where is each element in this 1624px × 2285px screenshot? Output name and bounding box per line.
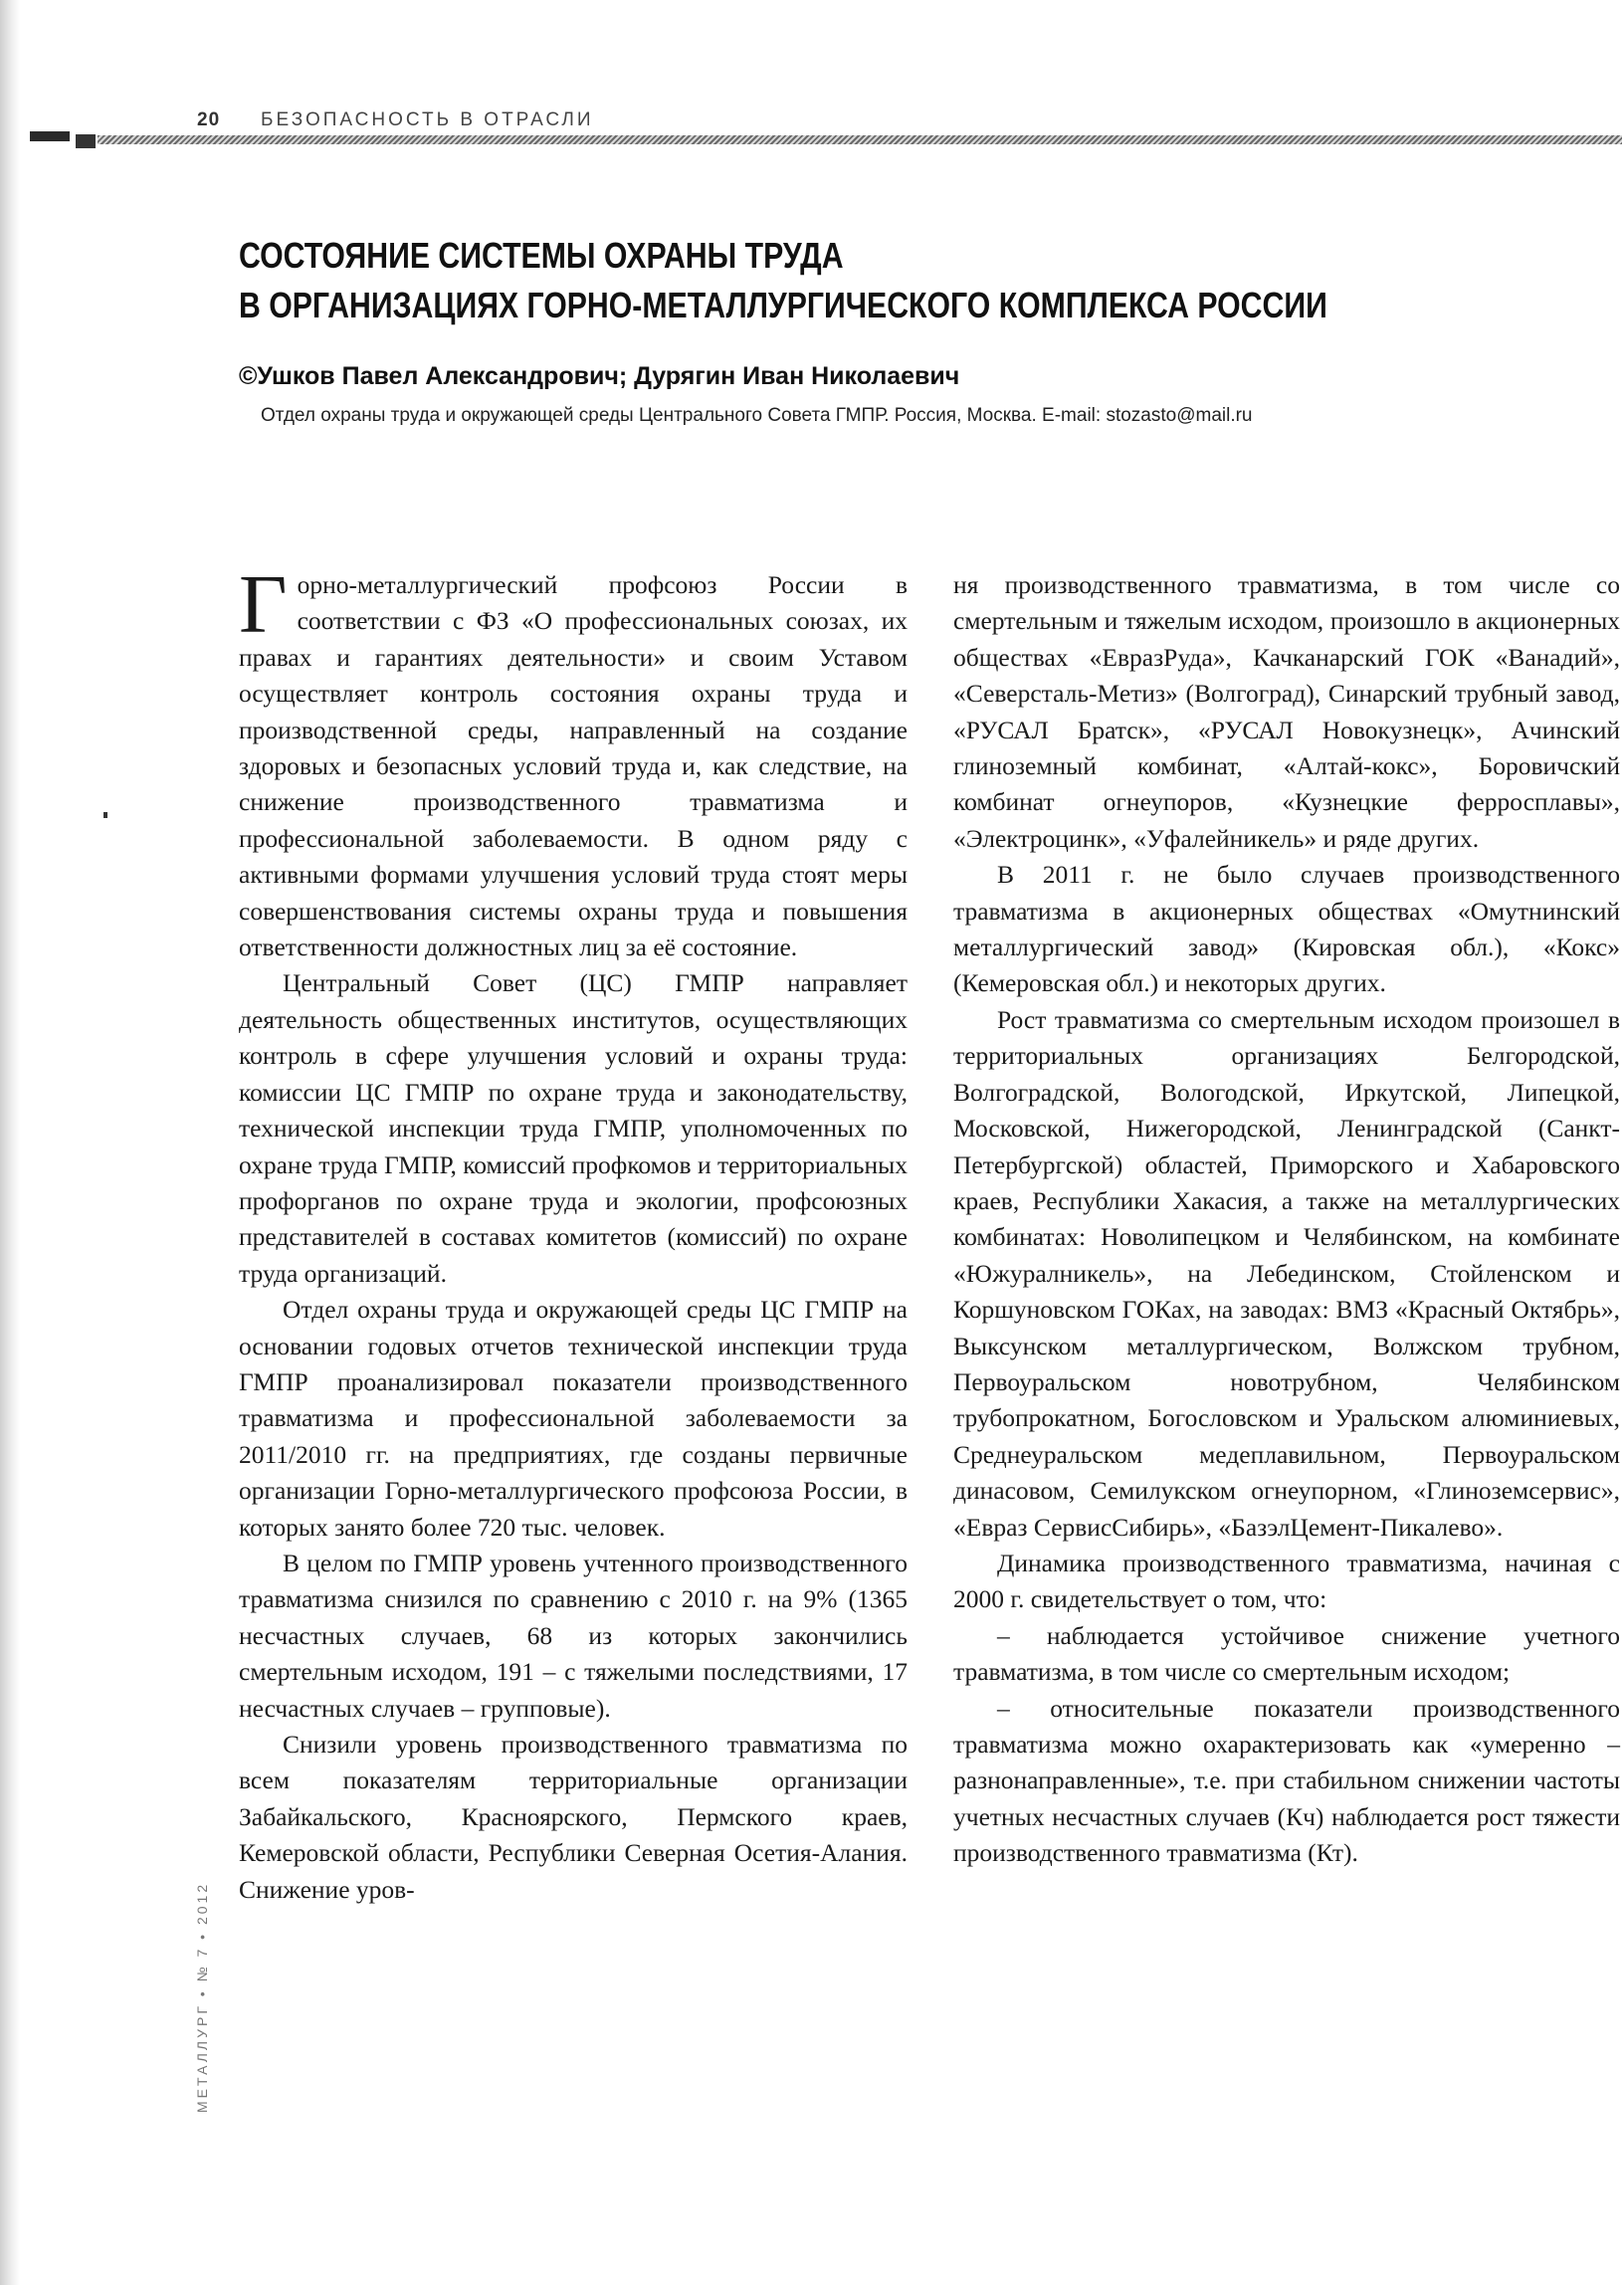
page-edge bbox=[0, 0, 20, 2285]
authors: ©Ушков Павел Александрович; Дурягин Иван Николаевич bbox=[239, 362, 960, 390]
header-block-mark bbox=[30, 131, 70, 141]
paragraph: В целом по ГМПР уровень учтенного производственного травматизма снизился по сравнению с 2010 г. на 9% (1365 несчастных случаев, 68 из которых закончились смертельным исходом, 191 – с тяжелыми последствиями, 17 несчастных случаев – групповые). bbox=[239, 1548, 908, 1723]
list-item: – относительные показатели производственного травматизма можно охарактеризовать как «умеренно – разнонаправленные», т.е. при стабильном снижении частоты учетных несчастных случаев (Кч) наблюдается рост тяжести производственного травматизма (Кт). bbox=[953, 1693, 1620, 1868]
title-line-2: В ОРГАНИЗАЦИЯХ ГОРНО-МЕТАЛЛУРГИЧЕСКОГО КОМПЛЕКСА РОССИИ bbox=[239, 285, 1327, 325]
paragraph-text: орно-металлургический профсоюз России в соответствии с ФЗ «О профессиональных союзах, их правах и гарантиях деятельности» и своим Уставом осуществляет контроль состояния охраны труда и производственной среды, направленный на создание здоровых и безопасных условий труда и, как следствие, на снижение производственного травматизма и профессиональной заболеваемости. В одном ряду с активными формами улучшения условий труда стоят меры совершенствования системы охраны труда и повышения ответственности должностных лиц за её состояние. bbox=[239, 570, 908, 962]
drop-cap: Г bbox=[239, 558, 288, 651]
article-title bbox=[239, 231, 1325, 330]
running-header bbox=[30, 104, 1622, 149]
text-column-right bbox=[953, 567, 1620, 1872]
text-column-left bbox=[239, 558, 908, 1908]
paragraph: Рост травматизма со смертельным исходом произошел в территориальных организациях Белгородской, Волгоградской, Вологодской, Иркутской, Липецкой, Московской, Нижегородской, Ленинградской (Санкт-Петербургской) областей, Приморского и Хабаровского краев, Республики Хакасия, а также на металлургических комбинатах: Новолипецком и Челябинском, на комбинате «Южуралникель», на Лебединском, Стойленском и Коршуновском ГОКах, на заводах: ВМЗ «Красный Октябрь», Выксунском металлургическом, Волжском трубном, Первоуральском новотрубном, Челябинском трубопрокатном, Богословском и Уральском алюминиевых, Среднеуральском медеплавильном, Первоуральском динасовом, Семилукском огнеупорном, «Глиноземсервис», «Евраз СервисСибирь», «БазэлЦемент-Пикалево». bbox=[953, 1004, 1620, 1542]
paragraph: ня производственного травматизма, в том числе со смертельным и тяжелым исходом, произошло в акционерных обществах «ЕвразРуда», Качканарский ГОК «Ванадий», «Северсталь-Метиз» (Волгоград), Синарский трубный завод, «РУСАЛ Братск», «РУСАЛ Новокузнецк», Ачинский глиноземный комбинат, «Алтай-кокс», Боровичский комбинат огнеупоров, «Кузнецкие ферросплавы», «Электроцинк», «Уфалейникель» и ряде других. bbox=[953, 570, 1620, 853]
header-hatched-rule bbox=[98, 135, 1622, 144]
paragraph: Снизили уровень производственного травматизма по всем показателям территориальные организации Забайкальского, Красноярского, Пермского краев, Кемеровской области, Республики Северная Осетия-Алания. Снижение уров- bbox=[239, 1730, 908, 1904]
header-block-mark-small bbox=[76, 134, 96, 148]
paragraph bbox=[239, 558, 908, 965]
paragraph: В 2011 г. не было случаев производственного травматизма в акционерных обществах «Омутнинский металлургический завод» (Кировская обл.), «Кокс» (Кемеровская обл.) и некоторых других. bbox=[953, 860, 1620, 998]
paragraph: Отдел охраны труда и окружающей среды ЦС ГМПР на основании годовых отчетов технической инспекции труда ГМПР проанализировал показатели производственного травматизма и профессиональной заболеваемости за 2011/2010 гг. на предприятиях, где созданы первичные организации Горно-металлургического профсоюза России, в которых занято более 720 тыс. человек. bbox=[239, 1295, 908, 1542]
section-title: БЕЗОПАСНОСТЬ В ОТРАСЛИ bbox=[261, 109, 594, 130]
list-item: – наблюдается устойчивое снижение учетного травматизма, в том числе со смертельным исходом; bbox=[953, 1620, 1620, 1687]
affiliation: Отдел охраны труда и окружающей среды Центрального Совета ГМПР. Россия, Москва. E-mail: stozasto@mail.ru bbox=[261, 405, 1253, 426]
page-number: 20 bbox=[197, 109, 221, 130]
title-line-1: СОСТОЯНИЕ СИСТЕМЫ ОХРАНЫ ТРУДА bbox=[239, 235, 844, 276]
scan-speck bbox=[103, 812, 107, 818]
paragraph: Динамика производственного травматизма, начиная с 2000 г. свидетельствует о том, что: bbox=[953, 1548, 1620, 1614]
journal-footer: МЕТАЛЛУРГ • № 7 • 2012 bbox=[194, 1881, 210, 2113]
paragraph: Центральный Совет (ЦС) ГМПР направляет деятельность общественных институтов, осуществляющих контроль в сфере улучшения условий и охраны труда: комиссии ЦС ГМПР по охране труда и законодательству, технической инспекции труда ГМПР, уполномоченных по охране труда ГМПР, комиссий профкомов и территориальных профорганов по охране труда и экологии, профсоюзных представителей в составах комитетов (комиссий) по охране труда организаций. bbox=[239, 968, 908, 1288]
